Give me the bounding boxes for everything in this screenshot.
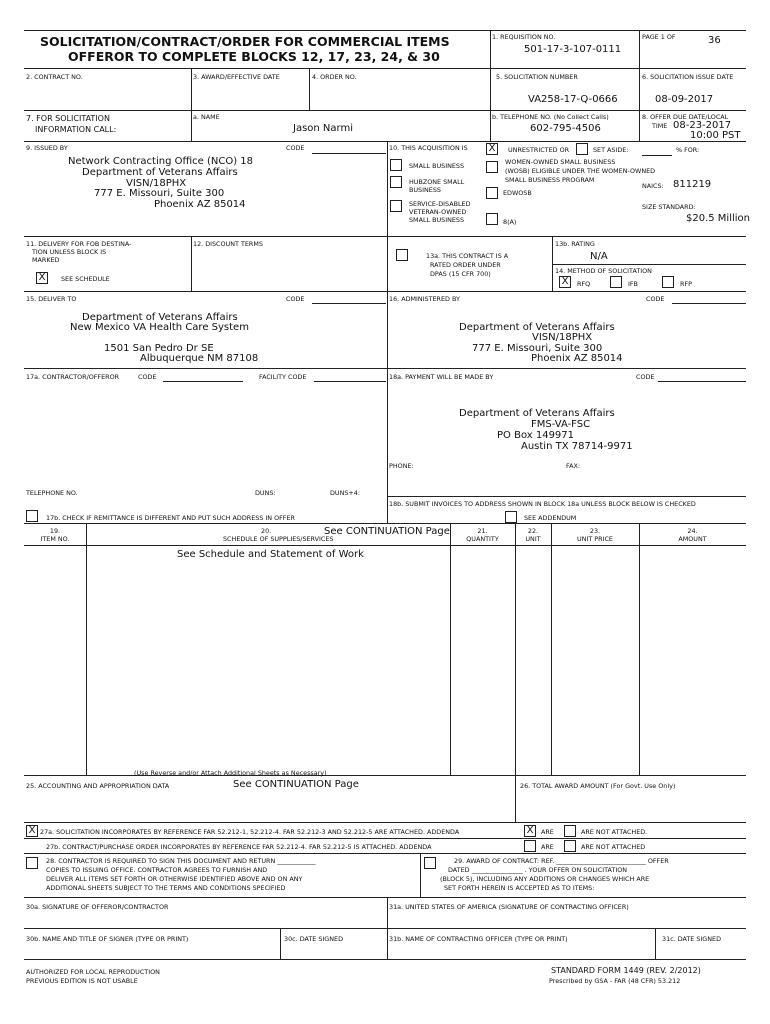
submit-invoices-label: 18b. SUBMIT INVOICES TO ADDRESS SHOWN IN BLOCK 18a UNLESS BLOCK BELOW IS CHECKED — [389, 500, 696, 508]
col-unit-num: 22. — [527, 527, 539, 535]
solicitation-info-label1: 7. FOR SOLICITATION — [26, 114, 110, 123]
deliver-to-label: 15. DELIVER TO — [26, 295, 77, 303]
clause-28-line4: ADDITIONAL SHEETS SUBJECT TO THE TERMS AND CONDITIONS SPECIFIED — [46, 884, 286, 892]
unrestricted-label: UNRESTRICTED OR — [508, 146, 570, 154]
solicitation-info-label2: INFORMATION CALL: — [35, 125, 117, 134]
clause-27b-are-not-label: ARE NOT ATTACHED — [581, 843, 646, 851]
offer-due-date[interactable]: 08-23-2017 — [673, 120, 732, 131]
rfp-label: RFP — [680, 280, 692, 288]
size-standard-value[interactable]: $20.5 Million — [686, 213, 751, 224]
issue-date-label: 6. SOLICITATION ISSUE DATE — [642, 73, 734, 81]
signer-date-label: 30c. DATE SIGNED — [284, 935, 343, 943]
clause-27b-label: 27b. CONTRACT/PURCHASE ORDER INCORPORATES BY REFERENCE FAR 52.212-4. FAR 52.212-5 IS ATTACHED. ADDENDA — [46, 843, 432, 851]
col-amount-num: 24. — [687, 527, 698, 535]
offer-due-label: 8. OFFER DUE DATE/LOCAL — [642, 113, 729, 121]
clause-27b-are-label: ARE — [541, 843, 554, 851]
deliver-to-line1: Department of Veterans Affairs — [82, 312, 238, 323]
rfp-checkbox[interactable] — [662, 276, 674, 288]
acquisition-label: 10. THIS ACQUISITION IS — [389, 144, 468, 152]
name-label: a. NAME — [193, 113, 220, 121]
duns-label: DUNS: — [255, 489, 276, 497]
hubzone-checkbox[interactable] — [390, 176, 402, 188]
clause-27a-are-not-label: ARE NOT ATTACHED. — [581, 828, 648, 836]
wosb-label3: SMALL BUSINESS PROGRAM — [505, 176, 595, 184]
rated-order-checkbox[interactable] — [396, 249, 408, 261]
telephone-value[interactable]: 602-795-4506 — [530, 123, 601, 134]
rfq-checkbox[interactable]: X — [559, 276, 571, 288]
issued-by-line3: VISN/18PHX — [126, 178, 187, 189]
payment-line3: PO Box 149971 — [497, 430, 575, 441]
duns4-label: DUNS+4: — [330, 489, 361, 497]
issued-by-line4: 777 E. Missouri, Suite 300 — [94, 188, 225, 199]
contractor-code-label: CODE — [138, 373, 157, 381]
set-aside-pct-label: % FOR: — [676, 146, 700, 154]
col-schedule: SCHEDULE OF SUPPLIES/SERVICES — [223, 535, 334, 543]
administered-by-line1: Department of Veterans Affairs — [459, 322, 615, 333]
footer-form-number: STANDARD FORM 1449 (REV. 2/2012) — [551, 966, 701, 975]
signature-offeror-label: 30a. SIGNATURE OF OFFEROR/CONTRACTOR — [26, 903, 169, 911]
clause-29-checkbox[interactable] — [424, 857, 436, 869]
issued-by-line2: Department of Veterans Affairs — [82, 167, 238, 178]
total-award-label: 26. TOTAL AWARD AMOUNT (For Govt. Use Only) — [520, 782, 676, 790]
offer-due-time[interactable]: 10:00 PST — [690, 130, 741, 141]
contact-name[interactable]: Jason Narmi — [293, 123, 353, 134]
telephone-label: b. TELEPHONE NO. (No Collect Calls) — [492, 113, 609, 121]
ifb-label: IFB — [628, 280, 638, 288]
facility-code-label: FACILITY CODE — [259, 373, 307, 381]
sdvosb-label2: VETERAN-OWNED — [409, 208, 467, 216]
signature-officer-label: 31a. UNITED STATES OF AMERICA (SIGNATURE OF CONTRACTING OFFICER) — [389, 903, 629, 911]
payment-fax-label: FAX: — [566, 462, 580, 470]
payment-line4: Austin TX 78714-9971 — [521, 441, 633, 452]
deliver-to-line4: Albuquerque NM 87108 — [140, 353, 259, 364]
deliver-to-code-label: CODE — [286, 295, 305, 303]
payment-line2: FMS-VA-FSC — [531, 419, 591, 430]
remittance-checkbox[interactable] — [26, 510, 38, 522]
page-count: 36 — [708, 35, 721, 46]
clause-27b-are-not-checkbox[interactable] — [564, 840, 576, 852]
requisition-label: 1. REQUISITION NO. — [492, 33, 556, 41]
solicitation-number-value[interactable]: VA258-17-Q-0666 — [528, 94, 618, 105]
edwosb-checkbox[interactable] — [486, 187, 498, 199]
clause-29-line2: DATED ________________ . YOUR OFFER ON SOLICITATION — [448, 866, 628, 874]
rated-order-label1: 13a. THIS CONTRACT IS A — [426, 252, 509, 260]
col-item-no: ITEM NO. — [40, 535, 70, 543]
edwosb-label: EDWOSB — [503, 189, 532, 197]
issued-by-label: 9. ISSUED BY — [26, 144, 68, 152]
clause-27a-label: 27a. SOLICITATION INCORPORATES BY REFERENCE FAR 52.212-1, 52.212-4. FAR 52.212-3 AND 52.212-5 ARE ATTACHED. ADDENDA — [40, 828, 460, 836]
clause-27b-are-checkbox[interactable] — [524, 840, 536, 852]
rated-order-label2: RATED ORDER UNDER — [430, 261, 501, 269]
delivery-label3: MARKED — [32, 256, 60, 264]
solicitation-number-label: 5. SOLICITATION NUMBER — [496, 73, 578, 81]
footer-left-line1: AUTHORIZED FOR LOCAL REPRODUCTION — [26, 968, 160, 976]
wosb-checkbox[interactable] — [486, 161, 498, 173]
naics-value[interactable]: 811219 — [673, 179, 712, 190]
sdvosb-checkbox[interactable] — [390, 200, 402, 212]
deliver-to-line3: 1501 San Pedro Dr SE — [104, 343, 214, 354]
administered-by-code-label: CODE — [646, 295, 665, 303]
see-addendum-label: SEE ADDENDUM — [524, 514, 577, 522]
eight-a-label: 8(A) — [503, 218, 517, 226]
contractor-label: 17a. CONTRACTOR/OFFEROR — [26, 373, 120, 381]
naics-label: NAICS: — [642, 182, 664, 190]
hubzone-label1: HUBZONE SMALL — [409, 178, 465, 186]
clause-29-line4: SET FORTH HEREIN IS ACCEPTED AS TO ITEMS: — [444, 884, 595, 892]
order-no-label: 4. ORDER NO. — [312, 73, 357, 81]
ifb-checkbox[interactable] — [610, 276, 622, 288]
unrestricted-checkbox[interactable]: X — [486, 143, 498, 155]
small-business-label: SMALL BUSINESS — [409, 162, 465, 170]
col-unit-price: UNIT PRICE — [577, 535, 613, 543]
clause-29-line1: 29. AWARD OF CONTRACT: REF. ____________________________ OFFER — [454, 857, 669, 865]
clause-27a-are-not-checkbox[interactable] — [564, 825, 576, 837]
clause-27a-are-label: ARE — [541, 828, 554, 836]
wosb-label1: WOMEN-OWNED SMALL BUSINESS — [505, 158, 616, 166]
rfq-label: RFQ — [577, 280, 591, 288]
clause-27a-checkbox[interactable]: X — [26, 825, 38, 837]
col-quantity: QUANTITY — [466, 535, 499, 543]
contractor-telephone-label: TELEPHONE NO. — [26, 489, 78, 497]
col-unit: UNIT — [525, 535, 541, 543]
wosb-label2: (WOSB) ELIGIBLE UNDER THE WOMEN-OWNED — [505, 167, 656, 175]
set-aside-checkbox[interactable] — [576, 143, 588, 155]
issued-by-line5: Phoenix AZ 85014 — [154, 199, 246, 210]
sdvosb-label3: SMALL BUSINESS — [409, 216, 465, 224]
col-schedule-num: 20. — [261, 527, 272, 535]
delivery-label1: 11. DELIVERY FOR FOB DESTINA- — [26, 240, 132, 248]
payment-code-label: CODE — [636, 373, 655, 381]
footer-left-line2: PREVIOUS EDITION IS NOT USABLE — [26, 977, 138, 985]
administered-by-line2: VISN/18PHX — [532, 332, 593, 343]
eight-a-checkbox[interactable] — [486, 213, 498, 225]
method-label: 14. METHOD OF SOLICITATION — [555, 267, 652, 275]
discount-terms-label: 12. DISCOUNT TERMS — [193, 240, 263, 248]
hubzone-label2: BUSINESS — [409, 186, 441, 194]
delivery-label2: TION UNLESS BLOCK IS — [32, 248, 107, 256]
col-item-no-num: 19. — [49, 527, 61, 535]
deliver-to-line2: New Mexico VA Health Care System — [70, 322, 249, 333]
footer-prescribed-by: Prescribed by GSA - FAR (48 CFR) 53.212 — [549, 977, 681, 985]
clause-28-line1: 28. CONTRACTOR IS REQUIRED TO SIGN THIS DOCUMENT AND RETURN ____________ — [46, 857, 316, 865]
col-unit-price-num: 23. — [589, 527, 601, 535]
administered-by-line3: 777 E. Missouri, Suite 300 — [472, 343, 603, 354]
administered-by-line4: Phoenix AZ 85014 — [531, 353, 623, 364]
col-amount: AMOUNT — [678, 535, 707, 543]
form-title-line1: SOLICITATION/CONTRACT/ORDER FOR COMMERCIAL ITEMS — [40, 34, 450, 49]
see-schedule-label: SEE SCHEDULE — [61, 275, 110, 283]
officer-date-label: 31c. DATE SIGNED — [662, 935, 721, 943]
remittance-label: 17b. CHECK IF REMITTANCE IS DIFFERENT AND PUT SUCH ADDRESS IN OFFER — [46, 514, 295, 522]
issued-by-line1: Network Contracting Office (NCO) 18 — [68, 156, 253, 167]
see-addendum-checkbox[interactable] — [505, 511, 517, 523]
accounting-value[interactable]: See CONTINUATION Page — [233, 779, 359, 790]
small-business-checkbox[interactable] — [390, 159, 402, 171]
set-aside-label: SET ASIDE: — [593, 146, 629, 154]
rated-order-label3: DPAS (15 CFR 700) — [430, 270, 491, 278]
issue-date-value[interactable]: 08-09-2017 — [655, 94, 714, 105]
accounting-label: 25. ACCOUNTING AND APPROPRIATION DATA — [26, 782, 170, 790]
form-title-line2: OFFEROR TO COMPLETE BLOCKS 12, 17, 23, 24, & 30 — [68, 49, 440, 64]
requisition-value[interactable]: 501-17-3-107-0111 — [524, 44, 622, 55]
clause-28-line3: DELIVER ALL ITEMS SET FORTH OR OTHERWISE IDENTIFIED ABOVE AND ON ANY — [46, 875, 303, 883]
payment-phone-label: PHONE: — [389, 462, 414, 470]
clause-29-line3: (BLOCK 5), INCLUDING ANY ADDITIONS OR CHANGES WHICH ARE — [440, 875, 650, 883]
schedule-body-text: See Schedule and Statement of Work — [177, 549, 364, 560]
schedule-footer-note: (Use Reverse and/or Attach Additional Sheets as Necessary) — [134, 769, 327, 777]
size-standard-label: SIZE STANDARD: — [642, 203, 696, 211]
col-schedule-continuation: See CONTINUATION Page — [324, 526, 450, 537]
contract-no-label: 2. CONTRACT NO. — [26, 73, 83, 81]
payment-label: 18a. PAYMENT WILL BE MADE BY — [389, 373, 494, 381]
rating-label: 13b. RATING — [555, 240, 595, 248]
officer-name-label: 31b. NAME OF CONTRACTING OFFICER (TYPE OR PRINT) — [389, 935, 568, 943]
clause-27a-are-checkbox[interactable]: X — [524, 825, 536, 837]
rating-value[interactable]: N/A — [590, 251, 608, 262]
payment-line1: Department of Veterans Affairs — [459, 408, 615, 419]
see-schedule-checkbox[interactable]: X — [36, 272, 48, 284]
clause-28-checkbox[interactable] — [26, 857, 38, 869]
col-quantity-num: 21. — [477, 527, 488, 535]
issued-by-code-label: CODE — [286, 144, 305, 152]
sdvosb-label1: SERVICE-DISABLED — [409, 200, 471, 208]
administered-by-label: 16. ADMINISTERED BY — [389, 295, 460, 303]
award-date-label: 3. AWARD/EFFECTIVE DATE — [193, 73, 280, 81]
signer-name-label: 30b. NAME AND TITLE OF SIGNER (TYPE OR PRINT) — [26, 935, 189, 943]
clause-28-line2: COPIES TO ISSUING OFFICE. CONTRACTOR AGREES TO FURNISH AND — [46, 866, 268, 874]
page-label: PAGE 1 OF — [642, 33, 676, 41]
offer-due-time-label: TIME — [652, 122, 668, 130]
